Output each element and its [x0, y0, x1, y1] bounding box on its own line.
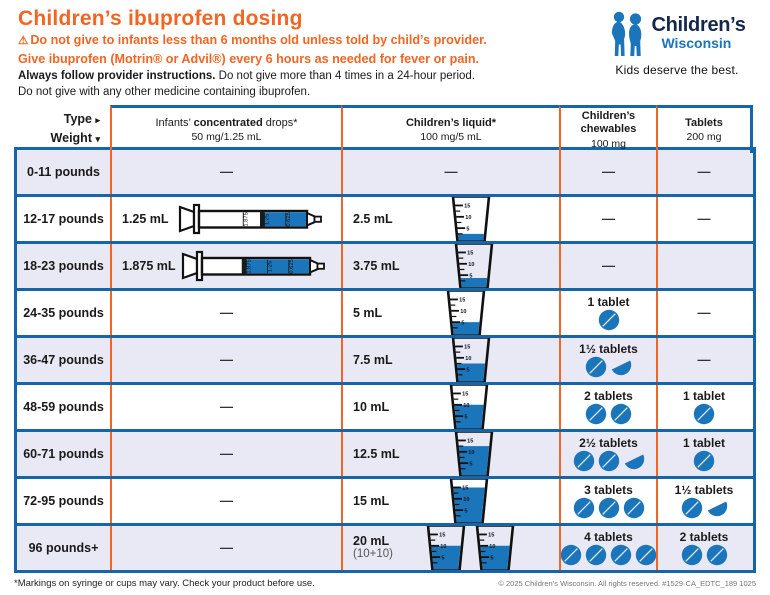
- medicine-cup-icon: [448, 338, 494, 382]
- liquid-dose-label: 7.5 mL: [353, 352, 393, 367]
- chewables-icons: [598, 309, 620, 331]
- cell-weight: [17, 338, 110, 382]
- cell-weight: [17, 291, 110, 335]
- logo-tagline: Kids deserve the best.: [615, 63, 739, 77]
- cell-chewables: [559, 526, 656, 570]
- cell-liquid: [341, 385, 559, 429]
- svg-text:10: 10: [465, 355, 472, 362]
- right-arrow-icon: ▸: [95, 114, 100, 125]
- tablets-icons: [693, 450, 715, 472]
- type-label: Type ▸: [63, 111, 100, 126]
- svg-text:5: 5: [466, 366, 470, 373]
- cell-weight: [17, 526, 110, 570]
- sheet-footer: [14, 578, 756, 589]
- no-dose-dash: —: [697, 211, 711, 227]
- tablet-icon: [585, 544, 607, 566]
- instruction-line-1: [18, 69, 598, 83]
- dosing-sheet: [14, 0, 756, 589]
- table-row: [17, 429, 753, 476]
- cell-drops: [110, 432, 341, 476]
- syringe-icon: [175, 200, 325, 238]
- liquid-dose-label: 5 mL: [353, 305, 383, 320]
- svg-text:10: 10: [440, 543, 447, 550]
- cell-tablets: [656, 385, 750, 429]
- table-row: [17, 335, 753, 382]
- copyright: © 2025 Children’s Wisconsin. All rights reserved. #1529·CA_EDTC_189 1025: [498, 578, 756, 588]
- no-dose-dash: —: [697, 352, 711, 368]
- cell-tablets: [656, 479, 750, 523]
- svg-text:10: 10: [489, 543, 496, 550]
- cell-drops: [110, 244, 341, 288]
- cell-tablets: [656, 197, 750, 241]
- cell-liquid: [341, 432, 559, 476]
- liquid-dose-label: 3.75 mL: [353, 258, 400, 273]
- tablet-icon: [585, 356, 607, 378]
- liquid-dose-label: 20 mL (10+10): [353, 533, 393, 561]
- weight-range-label: 36-47 pounds: [23, 352, 104, 367]
- dosing-table-body: [14, 147, 756, 573]
- no-dose-dash: —: [220, 446, 233, 462]
- column-header-drops: [110, 105, 341, 154]
- table-corner-cell: [14, 105, 110, 154]
- cell-drops: [110, 197, 341, 241]
- instruction-rest: Do not give more than 4 times in a 24-hour period.: [215, 69, 475, 82]
- chewables-count-label: 2½ tablets: [579, 435, 638, 450]
- svg-text:0.625: 0.625: [285, 211, 292, 227]
- weight-range-label: 24-35 pounds: [23, 305, 104, 320]
- chewables-count-label: 1 tablet: [587, 294, 630, 309]
- svg-text:5: 5: [466, 225, 470, 232]
- sheet-header: [14, 8, 756, 100]
- logo-name: Children’s: [651, 14, 746, 36]
- drops-icons: [178, 247, 328, 285]
- cell-chewables: [559, 150, 656, 194]
- cell-weight: [17, 385, 110, 429]
- cell-tablets: [656, 526, 750, 570]
- tablets-count-label: 2 tablets: [679, 529, 729, 544]
- svg-text:15: 15: [463, 344, 471, 351]
- no-dose-dash: —: [220, 493, 233, 509]
- liquid-dose-sublabel: (10+10): [353, 548, 393, 561]
- no-dose-dash: —: [697, 305, 711, 321]
- liquid-dose-label: 2.5 mL: [353, 211, 393, 226]
- cell-drops: [110, 150, 341, 194]
- tablet-icon: [573, 497, 595, 519]
- medicine-cup-icon: [446, 385, 492, 429]
- half-tablet-icon: [610, 357, 632, 376]
- half-tablet-icon: [706, 498, 728, 517]
- down-arrow-icon: ▾: [95, 134, 100, 145]
- no-dose-dash: —: [220, 540, 233, 556]
- warning-text-1: Do not give to infants less than 6 months old unless told by child’s provider.: [30, 33, 487, 48]
- cell-chewables: [559, 244, 656, 288]
- cell-tablets: [656, 244, 750, 288]
- weight-range-label: 12-17 pounds: [23, 211, 104, 226]
- cell-liquid: [341, 338, 559, 382]
- weight-label: Weight ▾: [50, 131, 100, 146]
- children-silhouettes-icon: [608, 11, 648, 57]
- medicine-cup-icon: [451, 432, 497, 476]
- liquid-icons: [443, 291, 489, 335]
- tablet-icon: [610, 544, 632, 566]
- svg-text:15: 15: [462, 485, 469, 492]
- cell-weight: [17, 197, 110, 241]
- cell-liquid: [341, 150, 559, 194]
- svg-text:10: 10: [465, 214, 472, 221]
- tablets-icons: [681, 544, 728, 566]
- no-dose-dash: —: [602, 258, 615, 274]
- drops-dose-label: 1.875 mL: [122, 258, 176, 273]
- svg-text:15: 15: [467, 438, 474, 445]
- cell-drops: [110, 526, 341, 570]
- no-dose-dash: —: [444, 164, 458, 180]
- tablet-icon: [635, 544, 656, 566]
- svg-text:5: 5: [464, 413, 468, 420]
- liquid-dose-label: 12.5 mL: [353, 446, 400, 461]
- column-title-liquid: Children’s liquid*: [405, 116, 497, 129]
- cell-tablets: [656, 432, 750, 476]
- svg-text:5: 5: [460, 319, 465, 326]
- svg-text:5: 5: [464, 507, 468, 514]
- weight-range-label: 72-95 pounds: [23, 493, 104, 508]
- column-strength-tablets: 200 mg: [686, 131, 722, 144]
- no-dose-dash: —: [602, 164, 615, 180]
- tablet-icon: [573, 450, 595, 472]
- svg-text:10: 10: [463, 496, 470, 503]
- warning-line-1: [18, 33, 598, 49]
- chewables-count-label: 4 tablets: [584, 529, 633, 544]
- svg-text:15: 15: [463, 203, 471, 210]
- svg-text:1.875: 1.875: [246, 258, 253, 274]
- tablets-count-label: 1 tablet: [682, 388, 725, 403]
- medicine-cup-icon: [446, 479, 492, 523]
- svg-text:1.25: 1.25: [264, 213, 271, 225]
- tablet-icon: [693, 450, 715, 472]
- tablets-icons: [693, 403, 715, 425]
- liquid-icons: [423, 526, 518, 570]
- tablet-icon: [610, 403, 632, 425]
- chewables-icons: [573, 450, 645, 472]
- drops-icons: [175, 200, 325, 238]
- svg-text:10: 10: [468, 449, 475, 456]
- logo-text: [651, 11, 745, 52]
- table-row: [17, 523, 753, 570]
- medicine-cup-icon: [451, 244, 497, 288]
- column-title-drops: Infants’ concentrated drops*: [155, 116, 298, 129]
- cell-tablets: [656, 150, 750, 194]
- column-title-tablets: Tablets: [685, 116, 723, 129]
- cell-liquid: [341, 291, 559, 335]
- cell-tablets: [656, 291, 750, 335]
- tablet-icon: [681, 544, 703, 566]
- cell-chewables: [559, 338, 656, 382]
- warning-triangle-icon: ⚠: [18, 35, 29, 48]
- cell-drops: [110, 291, 341, 335]
- cell-chewables: [559, 479, 656, 523]
- svg-text:10: 10: [463, 402, 470, 409]
- syringe-icon: [178, 247, 328, 285]
- liquid-icons: [446, 385, 492, 429]
- cell-drops: [110, 338, 341, 382]
- liquid-dose-label: 10 mL: [353, 399, 390, 414]
- no-dose-dash: —: [220, 305, 233, 321]
- svg-text:5: 5: [441, 554, 445, 561]
- no-dose-dash: —: [220, 399, 233, 415]
- heading-block: [14, 8, 598, 100]
- weight-range-label: 18-23 pounds: [23, 258, 104, 273]
- weight-range-label: 60-71 pounds: [23, 446, 104, 461]
- chewables-icons: [585, 356, 632, 378]
- svg-text:1.875: 1.875: [243, 211, 250, 227]
- tablet-icon: [681, 497, 703, 519]
- cell-drops: [110, 479, 341, 523]
- svg-text:5: 5: [490, 554, 494, 561]
- page-title: Children’s ibuprofen dosing: [18, 7, 303, 30]
- column-header-chewables: [559, 105, 656, 154]
- svg-text:15: 15: [439, 532, 446, 539]
- cell-chewables: [559, 385, 656, 429]
- liquid-icons: [448, 197, 494, 241]
- liquid-icons: [446, 479, 492, 523]
- medicine-cup-icon: [423, 526, 469, 570]
- chewables-icons: [585, 403, 632, 425]
- cell-tablets: [656, 338, 750, 382]
- tablets-count-label: 1½ tablets: [674, 482, 734, 497]
- cell-liquid: [341, 244, 559, 288]
- weight-range-label: 0-11 pounds: [27, 164, 100, 179]
- medicine-cup-icon: [443, 291, 489, 335]
- cell-weight: [17, 244, 110, 288]
- logo-subname: Wisconsin: [661, 35, 732, 51]
- chewables-count-label: 1½ tablets: [579, 341, 638, 356]
- cell-chewables: [559, 197, 656, 241]
- cell-weight: [17, 432, 110, 476]
- cell-liquid: [341, 197, 559, 241]
- column-title-chewables: Children’s chewables: [580, 109, 637, 136]
- cell-chewables: [559, 432, 656, 476]
- svg-text:0.625: 0.625: [289, 258, 296, 274]
- liquid-icons: [451, 432, 497, 476]
- tablet-icon: [598, 309, 620, 331]
- svg-text:10: 10: [468, 261, 475, 268]
- column-header-tablets: [656, 105, 753, 154]
- warning-line-2: Give ibuprofen (Motrin® or Advil®) every 6 hours as needed for fever or pain.: [18, 51, 480, 66]
- drops-dose-label: 1.25 mL: [122, 211, 169, 226]
- no-dose-dash: —: [220, 164, 233, 180]
- weight-range-label: 48-59 pounds: [23, 399, 104, 414]
- cell-drops: [110, 385, 341, 429]
- svg-text:15: 15: [458, 297, 465, 304]
- cell-liquid: [341, 526, 559, 570]
- table-row: [17, 241, 753, 288]
- cell-weight: [17, 479, 110, 523]
- tablet-icon: [598, 450, 620, 472]
- cell-liquid: [341, 479, 559, 523]
- tablet-icon: [585, 403, 607, 425]
- cell-weight: [17, 150, 110, 194]
- no-dose-dash: —: [697, 164, 711, 180]
- tablet-icon: [560, 544, 582, 566]
- svg-text:5: 5: [469, 460, 473, 467]
- svg-text:5: 5: [469, 272, 473, 279]
- svg-text:10: 10: [459, 308, 467, 315]
- instruction-bold: Always follow provider instructions.: [18, 69, 216, 82]
- cell-chewables: [559, 291, 656, 335]
- liquid-icons: [451, 244, 497, 288]
- table-row: [17, 476, 753, 523]
- tablet-icon: [623, 497, 645, 519]
- medicine-cup-icon: [448, 197, 494, 241]
- instruction-line-2: Do not give with any other medicine containing ibuprofen.: [18, 86, 311, 99]
- childrens-wisconsin-logo: [598, 8, 756, 77]
- svg-text:15: 15: [462, 391, 469, 398]
- column-strength-liquid: 100 mg/5 mL: [420, 131, 482, 144]
- table-header-row: [14, 105, 756, 151]
- svg-text:1.25: 1.25: [267, 260, 274, 272]
- liquid-icons: [448, 338, 494, 382]
- tablet-icon: [598, 497, 620, 519]
- column-strength-chewables: 100 mg: [590, 138, 627, 151]
- tablets-icons: [681, 497, 728, 519]
- chewables-icons: [573, 497, 645, 519]
- tablet-icon: [706, 544, 728, 566]
- column-header-liquid: [341, 105, 559, 154]
- half-tablet-icon: [623, 451, 645, 470]
- tablet-icon: [693, 403, 715, 425]
- table-row: [17, 150, 753, 194]
- table-row: [17, 194, 753, 241]
- table-row: [17, 382, 753, 429]
- chewables-icons: [560, 544, 656, 566]
- column-strength-drops: 50 mg/1.25 mL: [191, 131, 262, 144]
- logo-row: [598, 11, 756, 57]
- chewables-count-label: 3 tablets: [584, 482, 633, 497]
- svg-text:15: 15: [488, 532, 495, 539]
- tablets-count-label: 1 tablet: [682, 435, 725, 450]
- chewables-count-label: 2 tablets: [584, 388, 633, 403]
- weight-range-label: 96 pounds+: [28, 540, 99, 555]
- footnote: *Markings on syringe or cups may vary. Check your product before use.: [14, 577, 315, 589]
- no-dose-dash: —: [602, 211, 615, 227]
- svg-text:15: 15: [467, 250, 474, 257]
- no-dose-dash: —: [220, 352, 233, 368]
- liquid-dose-label: 15 mL: [353, 493, 390, 508]
- medicine-cup-icon: [472, 526, 518, 570]
- table-row: [17, 288, 753, 335]
